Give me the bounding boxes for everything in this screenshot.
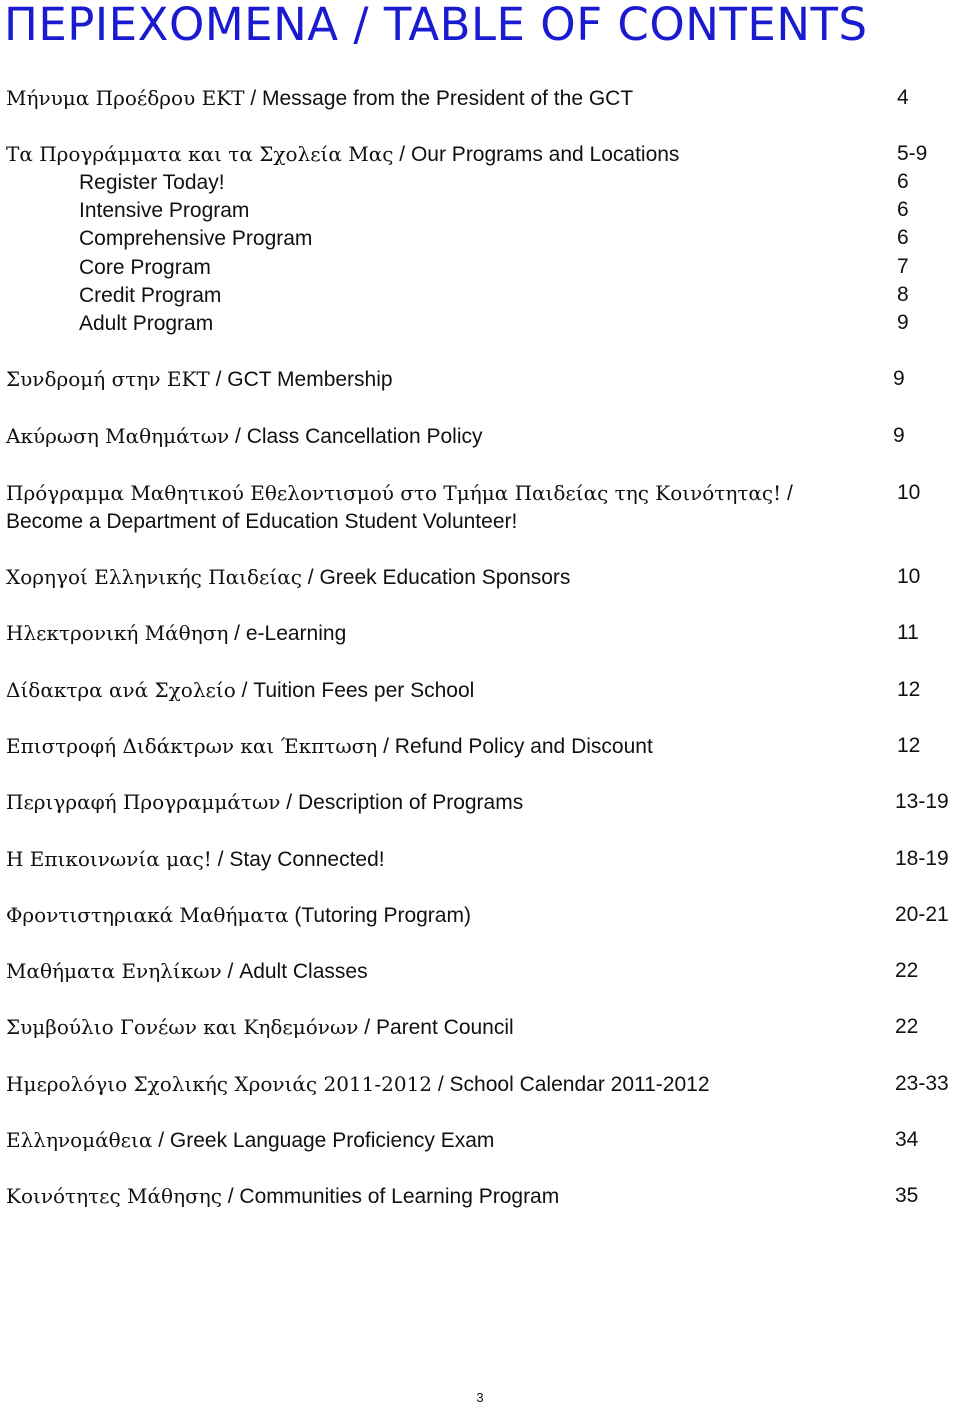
toc-entry-label — [6, 957, 368, 986]
page-title: ΠΕΡΙΕΧΟΜΕΝΑ / TABLE OF CONTENTS — [4, 0, 868, 51]
toc-entry — [0, 901, 960, 929]
toc-entry-separator: / — [393, 143, 411, 166]
toc-entry-separator: / — [221, 960, 240, 983]
toc-entry-page: 5-9 — [897, 142, 928, 165]
toc-entry-page: 22 — [895, 959, 919, 982]
toc-entry-page: 35 — [895, 1184, 919, 1207]
toc-entry-english-title: Become a Department of Education Student Volunteer! — [6, 510, 518, 533]
toc-entry-label — [79, 168, 225, 197]
toc-entry-english-title: Intensive Program — [79, 199, 250, 222]
toc-entry-label — [6, 901, 471, 930]
toc-entry-english-title: Greek Language Proficiency Exam — [169, 1129, 495, 1152]
toc-entry-greek-title: Χορηγοί Ελληνικής Παιδείας — [6, 565, 302, 589]
toc-entry-english-title: Tuition Fees per School — [253, 679, 475, 702]
toc-entry-label — [6, 1126, 494, 1155]
toc-entry — [0, 732, 960, 760]
toc-entry-english-title: GCT Membership — [227, 368, 393, 391]
toc-entry-english-title: Adult Program — [79, 312, 214, 335]
toc-entry — [0, 224, 960, 252]
toc-entry-greek-title: Τα Προγράμματα και τα Σχολεία Μας — [6, 142, 394, 166]
toc-entry-label — [6, 1070, 710, 1099]
page-number: 3 — [476, 1390, 484, 1405]
toc-entry-greek-title: Δίδακτρα ανά Σχολείο — [6, 678, 236, 702]
toc-entry-separator: / — [235, 679, 254, 702]
toc-entry — [0, 140, 960, 168]
toc-entry-separator: / — [221, 1185, 240, 1208]
toc-entry-page: 9 — [897, 311, 909, 334]
toc-entry-page: 9 — [893, 424, 905, 447]
toc-entry-page: 12 — [897, 678, 921, 701]
toc-entry-separator: / — [211, 848, 230, 871]
toc-entry-page: 7 — [897, 255, 909, 278]
toc-entry-separator: / — [358, 1016, 376, 1039]
toc-entry-separator: / — [781, 482, 799, 505]
toc-entry-english-title: Credit Program — [79, 284, 222, 307]
toc-entry-separator: / — [377, 735, 395, 758]
toc-entry-label — [6, 1013, 514, 1042]
toc-entry-english-title: Adult Classes — [239, 960, 368, 983]
toc-entry-greek-title: Κοινότητες Μάθησης — [6, 1184, 222, 1208]
toc-entry-greek-title: Επιστροφή Διδάκτρων και Έκπτωση — [6, 734, 378, 758]
toc-entry-page: 9 — [893, 367, 905, 390]
toc-entry-page: 6 — [897, 198, 909, 221]
toc-entry-page: 20-21 — [895, 903, 949, 926]
toc-entry-label — [6, 479, 799, 508]
toc-entry-separator: / — [280, 791, 298, 814]
toc-entry — [0, 422, 960, 450]
toc-entry-english-title: Parent Council — [375, 1016, 514, 1039]
toc-entry — [0, 1013, 960, 1041]
toc-entry-page: 13-19 — [895, 790, 949, 813]
toc-entry-greek-title: Περιγραφή Προγραμμάτων — [6, 790, 281, 814]
toc-entry-greek-title: Ακύρωση Μαθημάτων — [6, 424, 230, 448]
toc-entry — [0, 676, 960, 704]
toc-entry — [0, 281, 960, 309]
toc-entry-page: 6 — [897, 226, 909, 249]
toc-entry — [0, 507, 960, 535]
toc-entry — [0, 1070, 960, 1098]
toc-entry-english-title: Core Program — [79, 256, 211, 279]
toc-entry-label — [6, 788, 523, 817]
toc-entry-label — [79, 253, 211, 282]
toc-entry-english-title: Description of Programs — [297, 791, 524, 814]
toc-entry-english-title: Class Cancellation Policy — [246, 425, 483, 448]
toc-entry-label — [79, 309, 213, 338]
toc-entry-english-title: Our Programs and Locations — [410, 143, 680, 166]
toc-entry — [0, 84, 960, 112]
toc-entry-label — [6, 507, 517, 536]
toc-entry-page: 23-33 — [895, 1072, 949, 1095]
toc-entry-label — [6, 845, 385, 874]
toc-entry — [0, 479, 960, 507]
toc-entry-greek-title: Η Επικοινωνία μας! — [6, 847, 212, 871]
toc-entry-english-title: School Calendar 2011-2012 — [449, 1073, 710, 1096]
toc-entry-page: 18-19 — [895, 847, 949, 870]
toc-entry-separator: / — [244, 87, 262, 110]
toc-entry-english-title: Refund Policy and Discount — [394, 735, 653, 758]
toc-entry-english-title: Stay Connected! — [229, 848, 385, 871]
toc-entry-english-title: Greek Education Sponsors — [319, 566, 571, 589]
toc-entry-label — [6, 422, 483, 451]
toc-entry-greek-title: Μήνυμα Προέδρου ΕΚΤ — [6, 86, 245, 110]
toc-entry — [0, 1182, 960, 1210]
toc-entry-english-title: Message from the President of the GCT — [262, 87, 634, 110]
toc-entry-english-title: Communities of Learning Program — [239, 1185, 560, 1208]
toc-entry-greek-title: Πρόγραμμα Μαθητικού Εθελοντισμού στο Τμήμα Παιδείας της Κοινότητας! — [6, 481, 782, 505]
toc-entry — [0, 168, 960, 196]
toc-entry-separator: / — [152, 1129, 170, 1152]
toc-entry-label — [6, 84, 633, 113]
toc-entry — [0, 309, 960, 337]
toc-entry-page: 10 — [897, 481, 921, 504]
toc-entry-label — [6, 1182, 559, 1211]
toc-entry-greek-title: Συμβούλιο Γονέων και Κηδεμόνων — [6, 1015, 359, 1039]
toc-entry-label — [6, 732, 653, 761]
toc-entry-page: 6 — [897, 170, 909, 193]
toc-entry-page: 11 — [897, 621, 919, 644]
toc-entry-separator: / — [228, 622, 246, 645]
toc-entry-separator: / — [301, 566, 320, 589]
toc-entry-page: 4 — [897, 86, 909, 109]
toc-entry-page: 12 — [897, 734, 921, 757]
toc-entry-page: 34 — [895, 1128, 919, 1151]
toc-entry-greek-title: Συνδρομή στην ΕΚΤ — [6, 367, 210, 391]
toc-entry-english-title: (Tutoring Program) — [294, 904, 471, 927]
toc-entry-page: 8 — [897, 283, 909, 306]
toc-entry — [0, 788, 960, 816]
toc-entry-greek-title: Ελληνομάθεια — [6, 1128, 153, 1152]
toc-entry-label — [79, 224, 312, 253]
toc-entry-english-title: Comprehensive Program — [79, 227, 313, 250]
toc-entry-english-title: Register Today! — [79, 171, 225, 194]
toc-entry-page: 22 — [895, 1015, 919, 1038]
toc-entry-english-title: e-Learning — [245, 622, 347, 645]
toc-entry-page: 10 — [897, 565, 921, 588]
toc-entry — [0, 845, 960, 873]
toc-entry-label — [79, 281, 221, 310]
toc-entry-label — [6, 365, 393, 394]
toc-entry-greek-title: Φροντιστηριακά Μαθήματα — [6, 903, 289, 927]
toc-entry — [0, 196, 960, 224]
toc-entry-label — [79, 196, 249, 225]
toc-entry-separator: / — [432, 1073, 450, 1096]
toc-entry-separator: / — [229, 425, 247, 448]
toc-entry-greek-title: Μαθήματα Ενηλίκων — [6, 959, 222, 983]
toc-entry — [0, 619, 960, 647]
toc-entry-separator: / — [209, 368, 228, 391]
toc-entry-label — [6, 563, 570, 592]
toc-entry — [0, 1126, 960, 1154]
toc-entry-greek-title: Ημερολόγιο Σχολικής Χρονιάς 2011-2012 — [6, 1072, 433, 1096]
toc-entry-label — [6, 619, 346, 648]
toc-entry-label — [6, 676, 474, 705]
toc-entry — [0, 563, 960, 591]
toc-entry — [0, 253, 960, 281]
toc-entry-greek-title: Ηλεκτρονική Μάθηση — [6, 621, 229, 645]
toc-entry-label — [6, 140, 679, 169]
toc-entry — [0, 957, 960, 985]
toc-entry — [0, 365, 960, 393]
